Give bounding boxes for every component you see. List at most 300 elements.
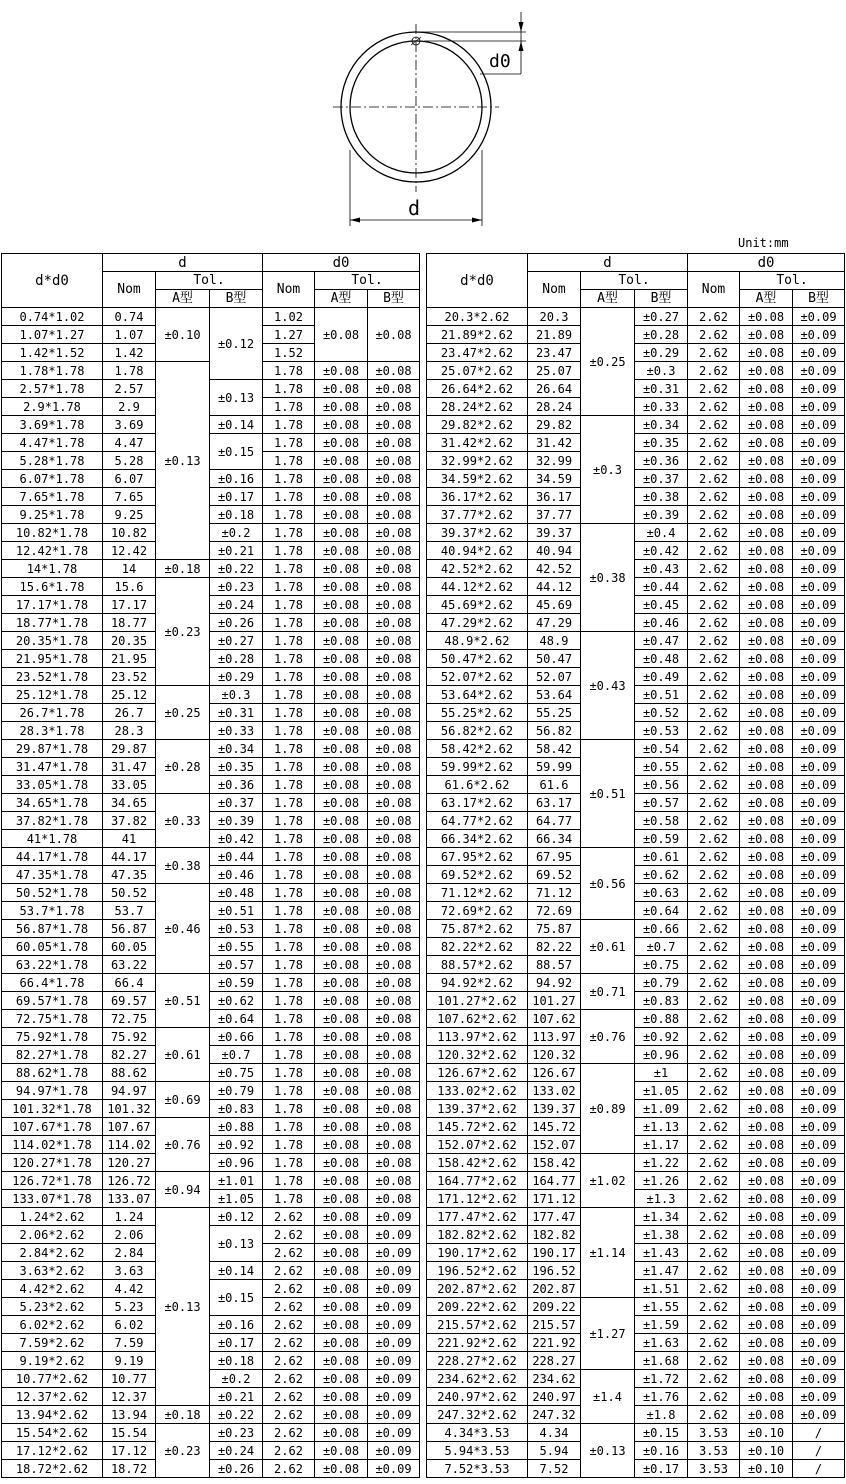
- d0-tol-a-cell: ±0.08: [315, 560, 368, 578]
- d0-tol-b-cell: ±0.08: [368, 1118, 420, 1136]
- d0-tol-a-cell: ±0.08: [315, 1028, 368, 1046]
- table-row: [427, 1028, 845, 1046]
- d0-tol-b-cell: ±0.09: [793, 848, 845, 866]
- size-cell: 3.69*1.78: [2, 416, 103, 434]
- d0-tol-b-cell: ±0.08: [368, 470, 420, 488]
- table-row: [427, 974, 845, 992]
- size-cell: 88.57*2.62: [427, 956, 528, 974]
- size-cell: 202.87*2.62: [427, 1280, 528, 1298]
- d-nom-cell: 71.12: [528, 884, 581, 902]
- d-nom-cell: 1.24: [103, 1208, 156, 1226]
- d-nom-cell: 3.69: [103, 416, 156, 434]
- d0-tol-b-cell: ±0.08: [368, 506, 420, 524]
- header-d0-tol: Tol.: [740, 272, 845, 290]
- d-tol-a-cell: ±0.61: [581, 920, 635, 974]
- d0-tol-b-cell: ±0.08: [368, 380, 420, 398]
- d0-tol-a-cell: ±0.08: [315, 992, 368, 1010]
- d0-tol-b-cell: ±0.09: [793, 1334, 845, 1352]
- size-cell: 133.02*2.62: [427, 1082, 528, 1100]
- size-cell: 45.69*2.62: [427, 596, 528, 614]
- d-nom-cell: 82.27: [103, 1046, 156, 1064]
- d-nom-cell: 177.47: [528, 1208, 581, 1226]
- size-cell: 31.42*2.62: [427, 434, 528, 452]
- d-tol-b-cell: ±0.43: [635, 560, 688, 578]
- d-tol-b-cell: ±1.51: [635, 1280, 688, 1298]
- d-nom-cell: 34.59: [528, 470, 581, 488]
- d0-tol-b-cell: ±0.08: [368, 956, 420, 974]
- size-cell: 29.87*1.78: [2, 740, 103, 758]
- table-row: [427, 560, 845, 578]
- d0-nom-cell: 2.62: [688, 1316, 740, 1334]
- size-cell: 1.42*1.52: [2, 344, 103, 362]
- d-nom-cell: 63.17: [528, 794, 581, 812]
- d-tol-b-cell: ±0.53: [635, 722, 688, 740]
- size-cell: 32.99*2.62: [427, 452, 528, 470]
- table-row: [427, 650, 845, 668]
- table-row: [427, 1010, 845, 1028]
- d0-tol-b-cell: ±0.09: [793, 1046, 845, 1064]
- table-row: [2, 614, 420, 632]
- size-cell: 82.22*2.62: [427, 938, 528, 956]
- d0-nom-cell: 2.62: [688, 776, 740, 794]
- d0-nom-cell: 1.78: [263, 794, 315, 812]
- d-tol-b-cell: ±0.45: [635, 596, 688, 614]
- d0-nom-cell: 2.62: [688, 344, 740, 362]
- table-row: [2, 1442, 420, 1460]
- d0-tol-b-cell: ±0.08: [368, 416, 420, 434]
- d-tol-b-cell: ±0.27: [635, 308, 688, 326]
- table-row: [427, 614, 845, 632]
- d0-nom-cell: 2.62: [688, 1262, 740, 1280]
- d-nom-cell: 133.07: [103, 1190, 156, 1208]
- d0-tol-a-cell: ±0.08: [315, 668, 368, 686]
- d0-tol-a-cell: ±0.08: [315, 974, 368, 992]
- header-d0-tol-b: B型: [368, 290, 420, 308]
- unit-label: Unit:mm: [738, 236, 789, 250]
- d0-tol-a-cell: ±0.08: [315, 812, 368, 830]
- size-cell: 10.82*1.78: [2, 524, 103, 542]
- d0-tol-a-cell: ±0.08: [315, 632, 368, 650]
- d0-tol-b-cell: ±0.09: [368, 1460, 420, 1478]
- size-cell: 2.9*1.78: [2, 398, 103, 416]
- size-cell: 31.47*1.78: [2, 758, 103, 776]
- size-cell: 47.35*1.78: [2, 866, 103, 884]
- table-row: [427, 1082, 845, 1100]
- d-tol-b-cell: ±1.38: [635, 1226, 688, 1244]
- d0-nom-cell: 1.78: [263, 1064, 315, 1082]
- d0-tol-a-cell: ±0.08: [315, 1388, 368, 1406]
- d-nom-cell: 75.87: [528, 920, 581, 938]
- d0-tol-b-cell: ±0.08: [368, 560, 420, 578]
- d0-tol-b-cell: ±0.09: [368, 1352, 420, 1370]
- d-tol-a-cell: ±0.13: [156, 362, 210, 560]
- table-row: [2, 776, 420, 794]
- d0-tol-a-cell: ±0.08: [315, 1118, 368, 1136]
- table-row: [2, 488, 420, 506]
- size-cell: 4.47*1.78: [2, 434, 103, 452]
- size-cell: 40.94*2.62: [427, 542, 528, 560]
- table-row: [2, 1424, 420, 1442]
- d0-tol-b-cell: ±0.09: [793, 380, 845, 398]
- d-tol-b-cell: ±0.15: [210, 434, 263, 470]
- d0-nom-cell: 2.62: [688, 1226, 740, 1244]
- d-tol-b-cell: ±0.48: [635, 650, 688, 668]
- d-tol-b-cell: ±1.43: [635, 1244, 688, 1262]
- d0-tol-b-cell: ±0.09: [793, 398, 845, 416]
- table-row: [2, 1460, 420, 1478]
- d-tol-a-cell: ±0.69: [156, 1082, 210, 1118]
- d-tol-b-cell: ±0.26: [210, 1460, 263, 1478]
- d0-nom-cell: 1.78: [263, 650, 315, 668]
- d-tol-b-cell: ±0.15: [210, 1280, 263, 1316]
- d-tol-b-cell: ±0.15: [635, 1424, 688, 1442]
- table-row: [427, 1046, 845, 1064]
- d-tol-b-cell: ±0.57: [210, 956, 263, 974]
- d-tol-b-cell: ±0.37: [210, 794, 263, 812]
- d-nom-cell: 3.63: [103, 1262, 156, 1280]
- header-d-tol: Tol.: [581, 272, 688, 290]
- table-row: [2, 866, 420, 884]
- table-row: [2, 686, 420, 704]
- d0-tol-b-cell: ±0.08: [368, 848, 420, 866]
- d0-tol-a-cell: ±0.08: [740, 1298, 793, 1316]
- d-nom-cell: 1.07: [103, 326, 156, 344]
- d0-tol-a-cell: ±0.08: [740, 488, 793, 506]
- table-row: [2, 974, 420, 992]
- d0-tol-a-cell: ±0.08: [740, 380, 793, 398]
- table-row: [2, 1100, 420, 1118]
- d0-tol-a-cell: ±0.08: [740, 1334, 793, 1352]
- d0-tol-b-cell: ±0.09: [368, 1226, 420, 1244]
- d-tol-a-cell: ±0.94: [156, 1172, 210, 1208]
- header-d-nom: Nom: [528, 272, 581, 308]
- d-tol-b-cell: ±0.3: [210, 686, 263, 704]
- d-tol-b-cell: ±0.28: [210, 650, 263, 668]
- size-cell: 20.35*1.78: [2, 632, 103, 650]
- size-cell: 59.99*2.62: [427, 758, 528, 776]
- size-cell: 15.6*1.78: [2, 578, 103, 596]
- d0-tol-a-cell: ±0.08: [740, 1010, 793, 1028]
- d0-tol-a-cell: ±0.08: [315, 416, 368, 434]
- d0-tol-b-cell: ±0.09: [793, 578, 845, 596]
- d0-tol-b-cell: ±0.08: [368, 866, 420, 884]
- d-tol-b-cell: ±1.22: [635, 1154, 688, 1172]
- d-nom-cell: 1.42: [103, 344, 156, 362]
- d0-tol-a-cell: ±0.08: [315, 704, 368, 722]
- d-tol-a-cell: ±0.76: [156, 1118, 210, 1172]
- d-nom-cell: 45.69: [528, 596, 581, 614]
- d0-tol-b-cell: ±0.09: [368, 1262, 420, 1280]
- d-nom-cell: 53.7: [103, 902, 156, 920]
- d0-tol-b-cell: ±0.08: [368, 704, 420, 722]
- d-tol-b-cell: ±0.12: [210, 308, 263, 380]
- d0-tol-a-cell: ±0.08: [740, 794, 793, 812]
- d0-tol-a-cell: ±0.08: [740, 776, 793, 794]
- d0-nom-cell: 2.62: [688, 398, 740, 416]
- table-row: [2, 902, 420, 920]
- table-row: [427, 434, 845, 452]
- d0-nom-cell: 2.62: [688, 1010, 740, 1028]
- d-tol-b-cell: ±0.53: [210, 920, 263, 938]
- d0-tol-b-cell: ±0.09: [793, 992, 845, 1010]
- d0-tol-b-cell: ±0.09: [793, 866, 845, 884]
- d-tol-a-cell: ±0.18: [156, 1406, 210, 1424]
- d0-tol-a-cell: ±0.08: [315, 830, 368, 848]
- d0-tol-b-cell: ±0.08: [368, 776, 420, 794]
- d-tol-b-cell: ±1.05: [635, 1082, 688, 1100]
- d-tol-b-cell: ±0.79: [210, 1082, 263, 1100]
- d0-nom-cell: 2.62: [688, 1046, 740, 1064]
- d0-nom-cell: 1.78: [263, 1136, 315, 1154]
- d0-tol-a-cell: ±0.08: [315, 308, 368, 362]
- d-tol-b-cell: ±0.64: [635, 902, 688, 920]
- d-tol-b-cell: ±0.23: [210, 1424, 263, 1442]
- d0-nom-cell: 2.62: [688, 1172, 740, 1190]
- d0-tol-b-cell: ±0.08: [368, 434, 420, 452]
- d-nom-cell: 133.02: [528, 1082, 581, 1100]
- d0-tol-a-cell: ±0.08: [740, 704, 793, 722]
- d-tol-b-cell: ±1.76: [635, 1388, 688, 1406]
- d-nom-cell: 9.25: [103, 506, 156, 524]
- table-row: [427, 830, 845, 848]
- d0-tol-a-cell: ±0.08: [740, 1118, 793, 1136]
- size-cell: 75.92*1.78: [2, 1028, 103, 1046]
- d0-tol-a-cell: ±0.08: [740, 722, 793, 740]
- table-row: [2, 920, 420, 938]
- table-row: [427, 812, 845, 830]
- d-nom-cell: 26.7: [103, 704, 156, 722]
- d0-tol-a-cell: ±0.08: [315, 938, 368, 956]
- d0-tol-a-cell: ±0.08: [315, 542, 368, 560]
- size-cell: 48.9*2.62: [427, 632, 528, 650]
- size-cell: 75.87*2.62: [427, 920, 528, 938]
- d0-nom-cell: 1.78: [263, 956, 315, 974]
- d-arrow-left: [350, 218, 360, 223]
- d-tol-b-cell: ±0.34: [210, 740, 263, 758]
- d0-tol-b-cell: ±0.09: [793, 1370, 845, 1388]
- d-nom-cell: 28.3: [103, 722, 156, 740]
- d0-nom-cell: 2.62: [688, 938, 740, 956]
- d0-nom-cell: 2.62: [688, 1298, 740, 1316]
- d-nom-cell: 12.42: [103, 542, 156, 560]
- d-tol-b-cell: ±0.83: [635, 992, 688, 1010]
- d-nom-cell: 9.19: [103, 1352, 156, 1370]
- d0-tol-a-cell: ±0.08: [315, 1046, 368, 1064]
- d0-tol-a-cell: ±0.08: [740, 506, 793, 524]
- d-tol-b-cell: ±0.36: [210, 776, 263, 794]
- d0-tol-a-cell: ±0.08: [740, 974, 793, 992]
- d0-nom-cell: 1.78: [263, 1046, 315, 1064]
- header-d-tol: Tol.: [156, 272, 263, 290]
- d0-nom-cell: 1.78: [263, 596, 315, 614]
- d-nom-cell: 63.22: [103, 956, 156, 974]
- d0-nom-cell: 1.78: [263, 740, 315, 758]
- d-tol-b-cell: ±0.38: [635, 488, 688, 506]
- d0-tol-b-cell: ±0.08: [368, 650, 420, 668]
- d0-tol-b-cell: ±0.08: [368, 830, 420, 848]
- d-tol-a-cell: ±0.10: [156, 308, 210, 362]
- d0-tol-a-cell: ±0.08: [740, 344, 793, 362]
- d0-tol-b-cell: ±0.09: [793, 470, 845, 488]
- d-tol-b-cell: ±0.44: [210, 848, 263, 866]
- d-nom-cell: 26.64: [528, 380, 581, 398]
- table-row: [427, 1244, 845, 1262]
- d0-tol-b-cell: ±0.09: [793, 650, 845, 668]
- d0-nom-cell: 1.78: [263, 1028, 315, 1046]
- d-nom-cell: 190.17: [528, 1244, 581, 1262]
- d0-tol-a-cell: ±0.08: [740, 1064, 793, 1082]
- d0-nom-cell: 3.53: [688, 1460, 740, 1478]
- table-row: [427, 992, 845, 1010]
- size-cell: 139.37*2.62: [427, 1100, 528, 1118]
- d0-tol-b-cell: /: [793, 1460, 845, 1478]
- d0-tol-a-cell: ±0.08: [740, 1352, 793, 1370]
- table-row: [427, 740, 845, 758]
- table-row: [427, 1208, 845, 1226]
- table-row: [2, 632, 420, 650]
- d0-nom-cell: 1.78: [263, 1118, 315, 1136]
- header-dxd0: d*d0: [427, 254, 528, 308]
- header-d0-tol: Tol.: [315, 272, 420, 290]
- d0-tol-a-cell: ±0.08: [740, 398, 793, 416]
- header-d0-nom: Nom: [688, 272, 740, 308]
- size-cell: 36.17*2.62: [427, 488, 528, 506]
- d-nom-cell: 39.37: [528, 524, 581, 542]
- d-tol-b-cell: ±0.47: [635, 632, 688, 650]
- table-row: [427, 848, 845, 866]
- table-row: [427, 596, 845, 614]
- d-nom-cell: 15.6: [103, 578, 156, 596]
- d-nom-cell: 6.07: [103, 470, 156, 488]
- d0-nom-cell: 2.62: [688, 1064, 740, 1082]
- d-tol-b-cell: ±0.49: [635, 668, 688, 686]
- table-row: [2, 434, 420, 452]
- d0-tol-b-cell: ±0.09: [793, 776, 845, 794]
- d0-tol-b-cell: ±0.09: [793, 1154, 845, 1172]
- d-nom-cell: 120.27: [103, 1154, 156, 1172]
- d0-tol-a-cell: ±0.08: [740, 596, 793, 614]
- d0-tol-a-cell: ±0.08: [740, 938, 793, 956]
- d0-tol-a-cell: ±0.08: [740, 1388, 793, 1406]
- size-cell: 58.42*2.62: [427, 740, 528, 758]
- d0-nom-cell: 1.78: [263, 902, 315, 920]
- d-tol-a-cell: ±0.13: [156, 1208, 210, 1406]
- d0-tol-b-cell: /: [793, 1442, 845, 1460]
- d0-tol-b-cell: ±0.09: [793, 938, 845, 956]
- d0-nom-cell: 1.78: [263, 722, 315, 740]
- header-d: d: [528, 254, 688, 272]
- d-nom-cell: 32.99: [528, 452, 581, 470]
- table-row: [427, 902, 845, 920]
- d-nom-cell: 25.12: [103, 686, 156, 704]
- d0-tol-b-cell: ±0.09: [793, 1010, 845, 1028]
- d0-tol-a-cell: ±0.08: [740, 632, 793, 650]
- d0-label: d0: [489, 51, 511, 72]
- size-cell: 88.62*1.78: [2, 1064, 103, 1082]
- d0-tol-b-cell: ±0.09: [793, 560, 845, 578]
- size-cell: 28.3*1.78: [2, 722, 103, 740]
- d0-tol-a-cell: ±0.10: [740, 1460, 793, 1478]
- table-row: [427, 1100, 845, 1118]
- size-cell: 29.82*2.62: [427, 416, 528, 434]
- d0-tol-b-cell: ±0.08: [368, 974, 420, 992]
- d-nom-cell: 7.59: [103, 1334, 156, 1352]
- size-cell: 126.67*2.62: [427, 1064, 528, 1082]
- d0-tol-b-cell: ±0.09: [368, 1280, 420, 1298]
- table-row: [427, 1442, 845, 1460]
- d-tol-b-cell: ±0.64: [210, 1010, 263, 1028]
- d0-nom-cell: 2.62: [263, 1424, 315, 1442]
- d-tol-b-cell: ±0.55: [210, 938, 263, 956]
- d-nom-cell: 5.28: [103, 452, 156, 470]
- d-nom-cell: 126.72: [103, 1172, 156, 1190]
- d0-nom-cell: 2.62: [688, 992, 740, 1010]
- d0-tol-a-cell: ±0.08: [740, 1046, 793, 1064]
- d-nom-cell: 37.82: [103, 812, 156, 830]
- o-ring-cross-section-diagram: [0, 0, 846, 240]
- d0-tol-a-cell: ±0.08: [315, 614, 368, 632]
- table-row: [427, 1388, 845, 1406]
- d-nom-cell: 13.94: [103, 1406, 156, 1424]
- d-nom-cell: 107.62: [528, 1010, 581, 1028]
- table-row: [2, 1316, 420, 1334]
- d0-tol-a-cell: ±0.08: [315, 1190, 368, 1208]
- d-nom-cell: 34.65: [103, 794, 156, 812]
- d0-nom-cell: 2.62: [688, 380, 740, 398]
- table-row: [2, 1082, 420, 1100]
- d0-tol-b-cell: ±0.08: [368, 362, 420, 380]
- d-nom-cell: 42.52: [528, 560, 581, 578]
- table-row: [427, 1370, 845, 1388]
- size-cell: 66.34*2.62: [427, 830, 528, 848]
- table-row: [427, 704, 845, 722]
- d0-nom-cell: 2.62: [688, 308, 740, 326]
- size-cell: 50.52*1.78: [2, 884, 103, 902]
- d-nom-cell: 94.92: [528, 974, 581, 992]
- d0-tol-a-cell: ±0.08: [315, 1154, 368, 1172]
- d-tol-a-cell: ±0.51: [156, 974, 210, 1028]
- table-row: [427, 416, 845, 434]
- d0-tol-b-cell: ±0.09: [793, 416, 845, 434]
- d0-nom-cell: 1.78: [263, 632, 315, 650]
- d0-tol-b-cell: ±0.08: [368, 614, 420, 632]
- table-row: [2, 1064, 420, 1082]
- size-cell: 0.74*1.02: [2, 308, 103, 326]
- header-d-nom: Nom: [103, 272, 156, 308]
- d0-tol-a-cell: ±0.08: [740, 1370, 793, 1388]
- d-tol-b-cell: ±0.44: [635, 578, 688, 596]
- table-row: [427, 1298, 845, 1316]
- d-nom-cell: 215.57: [528, 1316, 581, 1334]
- d-nom-cell: 29.87: [103, 740, 156, 758]
- d0-tol-b-cell: ±0.09: [368, 1208, 420, 1226]
- d0-nom-cell: 2.62: [688, 902, 740, 920]
- d0-tol-b-cell: ±0.09: [793, 1226, 845, 1244]
- d0-tol-b-cell: ±0.08: [368, 1064, 420, 1082]
- d-nom-cell: 145.72: [528, 1118, 581, 1136]
- d0-tol-a-cell: ±0.08: [740, 902, 793, 920]
- d0-tol-b-cell: ±0.08: [368, 1190, 420, 1208]
- size-cell: 53.7*1.78: [2, 902, 103, 920]
- d-tol-b-cell: ±0.27: [210, 632, 263, 650]
- size-cell: 1.24*2.62: [2, 1208, 103, 1226]
- size-cell: 14*1.78: [2, 560, 103, 578]
- d0-tol-b-cell: ±0.09: [368, 1316, 420, 1334]
- d-tol-b-cell: ±0.62: [635, 866, 688, 884]
- d0-tol-b-cell: ±0.09: [793, 632, 845, 650]
- d0-nom-cell: 2.62: [688, 1334, 740, 1352]
- d0-tol-a-cell: ±0.08: [315, 1136, 368, 1154]
